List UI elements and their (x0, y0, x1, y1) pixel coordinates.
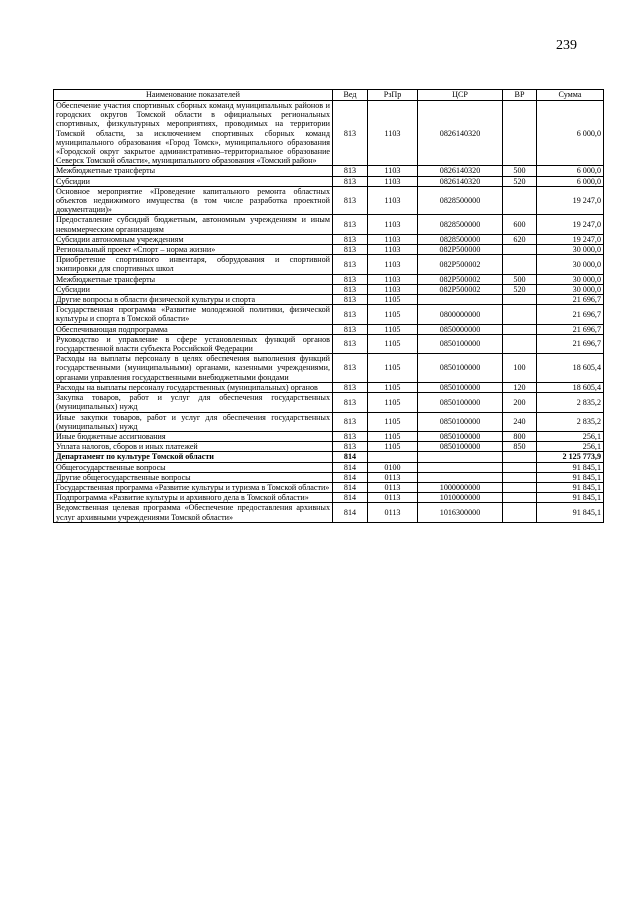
row-csr: 0826140320 (418, 176, 503, 186)
row-name: Другие общегосударственные вопросы (54, 472, 333, 482)
table-row (54, 393, 604, 412)
row-csr: 0828500000 (418, 215, 503, 234)
row-sum: 30 000,0 (537, 255, 604, 274)
row-vr (503, 295, 537, 305)
row-csr: 0850100000 (418, 393, 503, 412)
row-ved: 814 (333, 472, 368, 482)
row-name: Предоставление субсидий бюджетным, автономным учреждениям и иным некоммерческим организациям (54, 215, 333, 234)
row-name: Субсидии (54, 176, 333, 186)
row-sum: 2 125 773,9 (537, 452, 604, 462)
row-vr (503, 245, 537, 255)
row-csr: 1010000000 (418, 493, 503, 503)
header-sum: Сумма (537, 90, 604, 101)
budget-table (53, 89, 604, 523)
row-vr (503, 452, 537, 462)
table-row (54, 274, 604, 284)
row-ved: 813 (333, 255, 368, 274)
row-ved: 813 (333, 334, 368, 353)
row-name: Субсидии (54, 284, 333, 294)
row-csr: 0850100000 (418, 431, 503, 441)
row-sum: 6 000,0 (537, 166, 604, 176)
row-vr: 600 (503, 215, 537, 234)
row-ved: 813 (333, 166, 368, 176)
table-row (54, 324, 604, 334)
row-vr: 520 (503, 176, 537, 186)
row-sum: 256,1 (537, 442, 604, 452)
row-sum: 91 845,1 (537, 503, 604, 522)
row-sum: 2 835,2 (537, 412, 604, 431)
row-csr (418, 462, 503, 472)
table-row (54, 166, 604, 176)
row-sum: 91 845,1 (537, 462, 604, 472)
row-name: Иные закупки товаров, работ и услуг для обеспечения государственных (муниципальных) нужд (54, 412, 333, 431)
row-csr: 0828500000 (418, 186, 503, 215)
row-csr: 0850100000 (418, 334, 503, 353)
table-row (54, 354, 604, 383)
row-ved: 813 (333, 305, 368, 324)
row-sum: 21 696,7 (537, 295, 604, 305)
row-ved: 814 (333, 503, 368, 522)
row-name: Межбюджетные трансферты (54, 166, 333, 176)
table-row (54, 215, 604, 234)
row-rzpr: 1105 (368, 295, 418, 305)
row-sum: 91 845,1 (537, 493, 604, 503)
table-row (54, 176, 604, 186)
row-csr: 1000000000 (418, 482, 503, 492)
table-row (54, 305, 604, 324)
table-row (54, 482, 604, 492)
table-row (54, 284, 604, 294)
page-number: 239 (556, 38, 577, 53)
row-vr: 800 (503, 431, 537, 441)
table-row (54, 462, 604, 472)
table-row (54, 186, 604, 215)
table-row (54, 234, 604, 244)
row-rzpr: 1105 (368, 334, 418, 353)
row-name: Государственная программа «Развитие культуры и туризма в Томской области» (54, 482, 333, 492)
table-row (54, 382, 604, 392)
row-vr: 500 (503, 166, 537, 176)
row-vr (503, 503, 537, 522)
row-vr (503, 493, 537, 503)
row-sum: 6 000,0 (537, 176, 604, 186)
row-name: Руководство и управление в сфере установленных функций органов государственной власти субъекта Российской Федерации (54, 334, 333, 353)
row-name: Региональный проект «Спорт – норма жизни» (54, 245, 333, 255)
row-rzpr: 0113 (368, 503, 418, 522)
row-csr: 082P500002 (418, 284, 503, 294)
row-name: Расходы на выплаты персоналу в целях обеспечения выполнения функций государственными (муниципальными) органами, казенными учреждениями, органами управления государственными внебюджетными фондами (54, 354, 333, 383)
row-sum: 91 845,1 (537, 472, 604, 482)
row-csr: 0850100000 (418, 354, 503, 383)
row-rzpr: 1103 (368, 255, 418, 274)
row-sum: 21 696,7 (537, 305, 604, 324)
row-name: Основное мероприятие «Проведение капитального ремонта областных объектов недвижимого имущества (в том числе разработка проектной документации)» (54, 186, 333, 215)
row-vr: 620 (503, 234, 537, 244)
row-sum: 19 247,0 (537, 234, 604, 244)
row-sum: 21 696,7 (537, 334, 604, 353)
row-ved: 814 (333, 452, 368, 462)
row-vr (503, 305, 537, 324)
row-vr (503, 462, 537, 472)
row-ved: 813 (333, 284, 368, 294)
header-vr: ВР (503, 90, 537, 101)
table-row (54, 334, 604, 353)
row-rzpr: 1103 (368, 234, 418, 244)
row-name: Обеспечение участия спортивных сборных команд муниципальных районов и городских округов Томской области в официальных региональных спортивных, физкультурных мероприятиях, проводимых на территории Томской области, за исключением спортивных сборных команд муниципального образования «Город Томск», муниципального образования «Городской округ закрытое административно–территориальное образование Северск Томской области», муниципального образования «Томский район» (54, 101, 333, 166)
row-rzpr: 1103 (368, 215, 418, 234)
row-ved: 813 (333, 295, 368, 305)
table-row (54, 452, 604, 462)
row-name: Обеспечивающая подпрограмма (54, 324, 333, 334)
row-csr: 0800000000 (418, 305, 503, 324)
row-sum: 30 000,0 (537, 274, 604, 284)
table-header-row (54, 90, 604, 101)
row-rzpr: 1103 (368, 176, 418, 186)
row-vr (503, 255, 537, 274)
row-csr: 0850100000 (418, 412, 503, 431)
row-csr: 082P500002 (418, 255, 503, 274)
table-body (54, 101, 604, 523)
row-sum: 30 000,0 (537, 284, 604, 294)
row-rzpr: 1105 (368, 442, 418, 452)
table-row (54, 503, 604, 522)
row-csr: 0850100000 (418, 442, 503, 452)
row-sum: 91 845,1 (537, 482, 604, 492)
row-name: Расходы на выплаты персоналу государственных (муниципальных) органов (54, 382, 333, 392)
table-row (54, 412, 604, 431)
row-csr: 082P500002 (418, 274, 503, 284)
row-ved: 813 (333, 442, 368, 452)
table-row (54, 442, 604, 452)
header-csr: ЦСР (418, 90, 503, 101)
row-rzpr: 1103 (368, 284, 418, 294)
row-rzpr: 1105 (368, 431, 418, 441)
row-vr (503, 482, 537, 492)
row-name: Ведомственная целевая программа «Обеспечение предоставления архивных услуг архивными учреждениями Томской области» (54, 503, 333, 522)
row-name: Другие вопросы в области физической культуры и спорта (54, 295, 333, 305)
table-row (54, 245, 604, 255)
row-rzpr: 1105 (368, 382, 418, 392)
table-row (54, 493, 604, 503)
row-vr (503, 472, 537, 482)
row-rzpr: 0113 (368, 482, 418, 492)
row-rzpr: 0113 (368, 493, 418, 503)
header-name: Наименование показателей (54, 90, 333, 101)
row-vr: 120 (503, 382, 537, 392)
row-csr (418, 295, 503, 305)
row-csr: 0850100000 (418, 382, 503, 392)
row-vr (503, 324, 537, 334)
row-vr: 100 (503, 354, 537, 383)
table-row (54, 295, 604, 305)
row-ved: 813 (333, 274, 368, 284)
row-csr: 1016300000 (418, 503, 503, 522)
table-row (54, 431, 604, 441)
row-ved: 814 (333, 462, 368, 472)
row-csr: 0828500000 (418, 234, 503, 244)
row-ved: 813 (333, 215, 368, 234)
row-ved: 813 (333, 186, 368, 215)
row-name: Закупка товаров, работ и услуг для обеспечения государственных (муниципальных) нужд (54, 393, 333, 412)
row-sum: 19 247,0 (537, 215, 604, 234)
row-rzpr: 0100 (368, 462, 418, 472)
row-ved: 813 (333, 234, 368, 244)
row-vr (503, 334, 537, 353)
row-rzpr: 1105 (368, 354, 418, 383)
row-csr: 0826140320 (418, 166, 503, 176)
row-vr: 500 (503, 274, 537, 284)
row-ved: 813 (333, 176, 368, 186)
row-vr (503, 101, 537, 166)
row-vr (503, 186, 537, 215)
row-vr: 520 (503, 284, 537, 294)
table-row (54, 101, 604, 166)
row-csr: 082P500000 (418, 245, 503, 255)
row-rzpr (368, 452, 418, 462)
row-name: Межбюджетные трансферты (54, 274, 333, 284)
row-ved: 813 (333, 101, 368, 166)
row-ved: 813 (333, 412, 368, 431)
row-name: Подпрограмма «Развитие культуры и архивного дела в Томской области» (54, 493, 333, 503)
row-rzpr: 1103 (368, 186, 418, 215)
row-sum: 6 000,0 (537, 101, 604, 166)
row-csr: 0850000000 (418, 324, 503, 334)
row-vr: 200 (503, 393, 537, 412)
row-ved: 814 (333, 482, 368, 492)
row-rzpr: 1105 (368, 393, 418, 412)
row-name: Субсидии автономным учреждениям (54, 234, 333, 244)
row-sum: 2 835,2 (537, 393, 604, 412)
row-sum: 21 696,7 (537, 324, 604, 334)
row-sum: 18 605,4 (537, 354, 604, 383)
row-rzpr: 1103 (368, 274, 418, 284)
table-row (54, 255, 604, 274)
header-ved: Вед (333, 90, 368, 101)
row-ved: 814 (333, 493, 368, 503)
row-rzpr: 1103 (368, 166, 418, 176)
row-sum: 30 000,0 (537, 245, 604, 255)
row-ved: 813 (333, 245, 368, 255)
row-rzpr: 1103 (368, 101, 418, 166)
row-vr: 850 (503, 442, 537, 452)
row-name: Государственная программа «Развитие молодежной политики, физической культуры и спорта в Томской области» (54, 305, 333, 324)
row-csr (418, 472, 503, 482)
row-ved: 813 (333, 431, 368, 441)
row-name: Приобретение спортивного инвентаря, оборудования и спортивной экипировки для спортивных школ (54, 255, 333, 274)
row-ved: 813 (333, 382, 368, 392)
row-csr (418, 452, 503, 462)
row-ved: 813 (333, 324, 368, 334)
row-vr: 240 (503, 412, 537, 431)
row-rzpr: 1105 (368, 412, 418, 431)
row-ved: 813 (333, 354, 368, 383)
row-rzpr: 1105 (368, 305, 418, 324)
row-sum: 18 605,4 (537, 382, 604, 392)
table-row (54, 472, 604, 482)
row-sum: 19 247,0 (537, 186, 604, 215)
row-name: Общегосударственные вопросы (54, 462, 333, 472)
row-rzpr: 0113 (368, 472, 418, 482)
row-sum: 256,1 (537, 431, 604, 441)
row-name: Уплата налогов, сборов и иных платежей (54, 442, 333, 452)
row-name: Департамент по культуре Томской области (54, 452, 333, 462)
header-rzpr: РзПр (368, 90, 418, 101)
row-rzpr: 1103 (368, 245, 418, 255)
row-rzpr: 1105 (368, 324, 418, 334)
row-name: Иные бюджетные ассигнования (54, 431, 333, 441)
row-csr: 0826140320 (418, 101, 503, 166)
row-ved: 813 (333, 393, 368, 412)
